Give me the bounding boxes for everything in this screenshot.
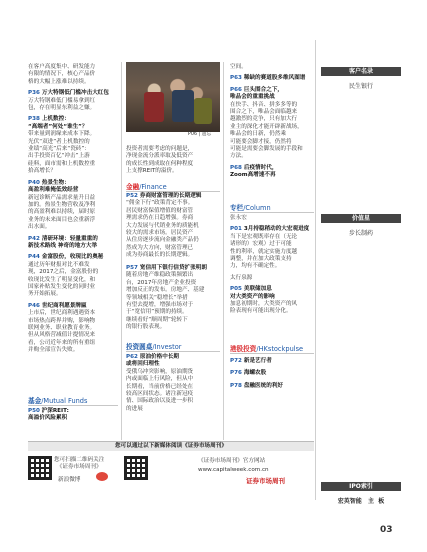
footer-banner: 您可以通过以下新媒体阅读《证券市场周刊》 [28, 441, 314, 451]
text-block [28, 64, 120, 86]
text-block [230, 215, 314, 222]
section-column [230, 202, 271, 212]
toc-item[interactable] [28, 90, 120, 112]
footer-line: 《证券市场周刊》 [56, 464, 102, 471]
section-finance-label: 金融 [126, 183, 140, 191]
page-number: P72 [230, 358, 244, 364]
hk-list [230, 358, 314, 395]
item-line: 加息初期时，大类资产的风 [230, 301, 298, 308]
item-line: 出手投资百亿“冲击”上游 [28, 153, 90, 160]
toc-item[interactable] [28, 116, 120, 175]
page-number: P01 [230, 226, 244, 233]
item-title: P05 美联储加息 [230, 286, 272, 293]
item-line: 净现金流分派率取及低资产 [126, 153, 194, 160]
item-subtitle: 对大类资产的影响 [230, 293, 275, 300]
toc-item[interactable] [28, 303, 120, 355]
section-fund-en: /Mutual Funds [41, 397, 88, 405]
toc-item[interactable] [230, 87, 314, 161]
item-line: 的进展 [126, 405, 143, 412]
item-line: 但从风格营减值计提情况来 [28, 332, 96, 339]
section-fund-label: 基金 [28, 397, 42, 405]
toc-item[interactable] [28, 180, 120, 232]
weibo-logo-icon [96, 472, 108, 481]
item-title: P40 热景生物： [28, 179, 70, 186]
text-block [230, 64, 314, 71]
page-number: P42 [28, 235, 42, 242]
section-finance [126, 181, 167, 191]
item-line: 受俄乌冲突影响，原油期货 [126, 368, 194, 375]
item-line: 收现比发生了明显变化，和 [28, 276, 96, 283]
item-p62[interactable] [126, 354, 222, 413]
section-rule [126, 191, 220, 192]
item-line: 然成为大方向，财富管理已 [126, 244, 194, 251]
item-line: “佣金下行”政策背定不事。 [126, 200, 194, 207]
item-line: 的银行股表现。 [126, 324, 166, 331]
item-line: 太行泉源 [230, 274, 253, 281]
item-subtitle: “高端者”何处“谁生”？ [28, 123, 88, 130]
item-line: 在快手、抖音、拼多多等的 [230, 101, 298, 108]
item-line: 通过历年财报对比不难发 [28, 261, 90, 268]
section-hk [230, 343, 303, 353]
ipo-index-item[interactable] [321, 496, 401, 505]
toc-item[interactable] [230, 226, 314, 270]
item-line: 内或面临上行风险，但从中 [126, 376, 194, 383]
item-line: 从住房逐步流向金融类产品仍 [126, 237, 199, 244]
item-line: 出水面。 [28, 224, 51, 231]
item-subtitle: Zoom高增速不再 [230, 172, 276, 179]
item-line: 张永宏 [230, 215, 247, 221]
item-title: 沪深REIT: [41, 408, 69, 414]
section-hk-label: 港股投资 [230, 345, 257, 353]
item-line: 诸形的）宏观）过于可能 [230, 241, 292, 248]
section-rule [230, 353, 314, 354]
item-title: P68 后疫情时代， [230, 164, 278, 171]
item-line: 联网业务、职业教育业务。 [28, 325, 96, 331]
item-subtitle: 唯品会的重重挑战 [230, 94, 275, 101]
item-subtitle: 高盈利难掩低效经营 [28, 187, 79, 194]
item-line: 格的大幅上涨难以持续。 [28, 78, 90, 85]
customer-list-header: 客户名录 [321, 67, 401, 76]
item-title: P36 万大特钢低门槛冲击大红包 [28, 90, 109, 97]
item-subtitle: 新技术路线 神奇的地方大举 [28, 242, 98, 249]
brand-logo: 证券市场周刊 [246, 477, 285, 485]
page-number: P62 [126, 354, 140, 360]
item-line: 险表现有可能出现分化。 [230, 308, 292, 315]
page-number: P76 [230, 370, 244, 377]
qr-code-icon[interactable] [28, 456, 52, 480]
ipo-index-header: IPO索引 [321, 482, 401, 491]
item-line: 新冠诊断产品需求量升日益 [28, 194, 96, 201]
ipo-board: 板 [378, 498, 385, 505]
item-line: 硅料，面市需和上机数控重 [28, 160, 96, 167]
item-line: 增加反正的发布。房地产、基建 [126, 287, 205, 294]
page-number: P46 [28, 302, 42, 309]
item-line: 随着房地产维稳政策频繁出 [126, 272, 194, 279]
section-investor-en: /Investor [152, 343, 182, 351]
item-line: 务开始拓展。 [28, 291, 62, 298]
website-link[interactable]: www.capitalweek.com.cn [198, 467, 269, 473]
item-p52[interactable] [126, 193, 222, 260]
item-line: 围合之下，唯品会面临越来 [230, 109, 298, 116]
item-line: 情、国际政治以及进一步积 [126, 398, 194, 405]
page-number: P66 [230, 86, 244, 93]
text-block [230, 275, 314, 282]
item-line: 光伏“双进”者上机数控的 [28, 138, 90, 145]
item-line: 继续看好“顺周期”轮转下 [126, 316, 188, 323]
section-investor-label: 投资圆桌 [126, 343, 153, 351]
toc-item[interactable] [230, 75, 314, 82]
item-line: 于“宽信用”预期的持续。 [126, 309, 188, 316]
item-title: P63 稀缺的赛道股多维风图谱 [230, 75, 306, 82]
section-finance-en: /Finance [139, 183, 167, 191]
page-number: P63 [230, 75, 244, 82]
section-investor [126, 341, 181, 351]
item-title: P57 宽信用下银行信贷扩张明朗 [126, 265, 207, 271]
page-number: P36 [28, 90, 42, 97]
item-line: 方法。 [230, 153, 247, 160]
item-line: 长期看，当前价格已经处在 [126, 383, 194, 390]
hk-list-item[interactable]: P72 新是艺行者 [230, 358, 272, 364]
item-line: 较大的需求市场。居民资产 [126, 230, 194, 237]
page-number: P44 [28, 254, 42, 261]
item-subtitle: 或将回归理性 [126, 361, 160, 368]
toc-item[interactable] [28, 236, 120, 251]
hk-list-item[interactable]: P78 盘融医统的利好 [230, 382, 284, 389]
section-rule [28, 405, 118, 406]
item-title: P38 上机数控： [28, 116, 70, 123]
page-number: P78 [230, 382, 244, 389]
value-star-item[interactable]: 步长制药 [348, 230, 373, 237]
weibo-label: 新浪微博 [58, 477, 81, 483]
item-title: P62 原油价格中长期 [126, 354, 180, 360]
column-3 [230, 64, 314, 184]
item-title: P01 3月持稳稍动的大宏观进度 [230, 226, 310, 233]
item-line: 有限的情况下，核心产品价 [28, 71, 96, 78]
divider [121, 62, 122, 440]
item-line: 的成长性到成取在何种程度 [126, 160, 194, 167]
item-line: 业务的未来面目也会重新浮 [28, 216, 96, 223]
page-number: P38 [28, 116, 42, 123]
item-line: 万大特钢难低门槛易拿到红 [28, 97, 96, 104]
item-line: 等领域相关“稳增长”举措 [126, 294, 188, 301]
item-line: 成为券商最长的长期逻辑。 [126, 252, 194, 259]
qr-code-icon[interactable] [124, 456, 148, 480]
item-line: 并购全部宣告失败。 [28, 347, 79, 354]
item-line: 可能要会脚才接，仍然将 [230, 138, 292, 145]
page-number: 03 [380, 525, 393, 535]
item-line: 业主的深化才能开辟新战场， [230, 123, 303, 130]
item-line: 现，2017之后，金富股份的 [28, 269, 99, 276]
item-line: 较高区间状态。诸注新冠疫 [126, 391, 194, 398]
official-site-label: 《证券市场周刊》官方网站 [198, 458, 266, 464]
section-column-label: 专栏 [230, 204, 244, 212]
item-line: 调整，并在加大政策支持 [230, 256, 292, 263]
item-line: 越激烈的竞争，只有加大行 [230, 116, 298, 123]
item-title: P46 世纪商利愿景牌匾 [28, 302, 87, 309]
item-line: 居民财富保值增值的财富管 [126, 207, 194, 214]
col2-top [126, 146, 221, 176]
item-title: P52 券商财富管理的长期逻辑 [126, 193, 202, 199]
item-line: 市场热点跨界并购，影响物 [28, 317, 96, 324]
page-number: P40 [28, 179, 42, 186]
item-title: P66 巨头围合之下， [230, 86, 284, 93]
item-line: 上支撑REIT的溢价。 [126, 168, 178, 175]
item-line: 投资者需要考虑的问题是， [126, 146, 194, 152]
section-fund [28, 395, 87, 405]
cover-photo [126, 62, 220, 132]
item-line: 在客户高度集中、研发能力 [28, 64, 96, 70]
item-line: 大力发展与代销业务的质能机 [126, 222, 199, 229]
item-line: 当下是宏观既率存在（无论 [230, 233, 298, 240]
item-line: 看，公司近年来的所有重组 [28, 339, 96, 346]
item-line: 台，2017年房地产企业投资 [126, 279, 197, 286]
section-rule [230, 212, 314, 213]
value-star-header: 价值星 [321, 214, 401, 223]
item-line: 可能是需要会脚发展的手段和 [230, 146, 303, 153]
item-title: P44 金富股份，收现比的奥秘 [28, 254, 104, 261]
item-line: 唯品会的日新，仍然乘 [230, 131, 286, 138]
hk-list-item[interactable]: P76 海螺农股 [230, 370, 267, 377]
toc-item[interactable] [230, 165, 314, 180]
column-section-body [230, 215, 314, 320]
divider [315, 40, 316, 500]
divider [223, 62, 224, 440]
page-number: P50 [28, 408, 40, 414]
toc-item[interactable] [230, 286, 314, 316]
item-p50[interactable] [28, 408, 120, 423]
item-p57[interactable] [126, 265, 222, 332]
column-1 [28, 64, 120, 359]
item-line: 带来量到润缘来成本下降。 [28, 131, 96, 138]
section-rule [126, 351, 220, 352]
ipo-company: 宏英智能 [337, 498, 362, 505]
photo-caption: P06 | 遗忘 [188, 132, 212, 137]
item-line: 国家补贴发生变化的同时业 [28, 283, 96, 290]
item-line: 性的利率，就定实施力度越 [230, 248, 298, 255]
page-number: P68 [230, 164, 244, 171]
item-title: P42 清研环境：轻量重重的 [28, 235, 98, 242]
item-line: 空间。 [230, 64, 247, 70]
item-line: 加的。热景生物营收及净利 [28, 201, 96, 208]
item-line: 拾高增长？ [28, 168, 56, 175]
footer-line: 您可扫描二维码关注 [54, 457, 105, 463]
page-number: P52 [126, 193, 140, 199]
toc-item[interactable] [28, 254, 120, 298]
customer-list-item[interactable]: 民生银行 [348, 83, 373, 90]
item-line: 有望去提增，增强市场对于 [126, 302, 194, 309]
footer-left-text [54, 457, 104, 472]
item-subtitle: 高溢价风险累积 [28, 415, 68, 422]
item-line: 理需求仍在日趋增强。券商 [126, 215, 194, 222]
item-line: 力，均有不确定性。 [230, 263, 281, 270]
item-line: 包，存在明显东利益之嫌。 [28, 105, 96, 112]
item-line: 的高盈利难以持续，届时原 [28, 209, 96, 216]
page-number: P57 [126, 265, 140, 271]
ipo-board: 主 [368, 498, 375, 505]
page-number: P05 [230, 286, 244, 293]
section-column-en: /Column [243, 204, 271, 212]
item-line: 上市后，世纪商利遇遇资本 [28, 310, 96, 317]
item-line: 业绩“高光”后来“瓷砖”： [28, 146, 90, 153]
section-hk-en: /HKstockpulse [256, 345, 304, 353]
